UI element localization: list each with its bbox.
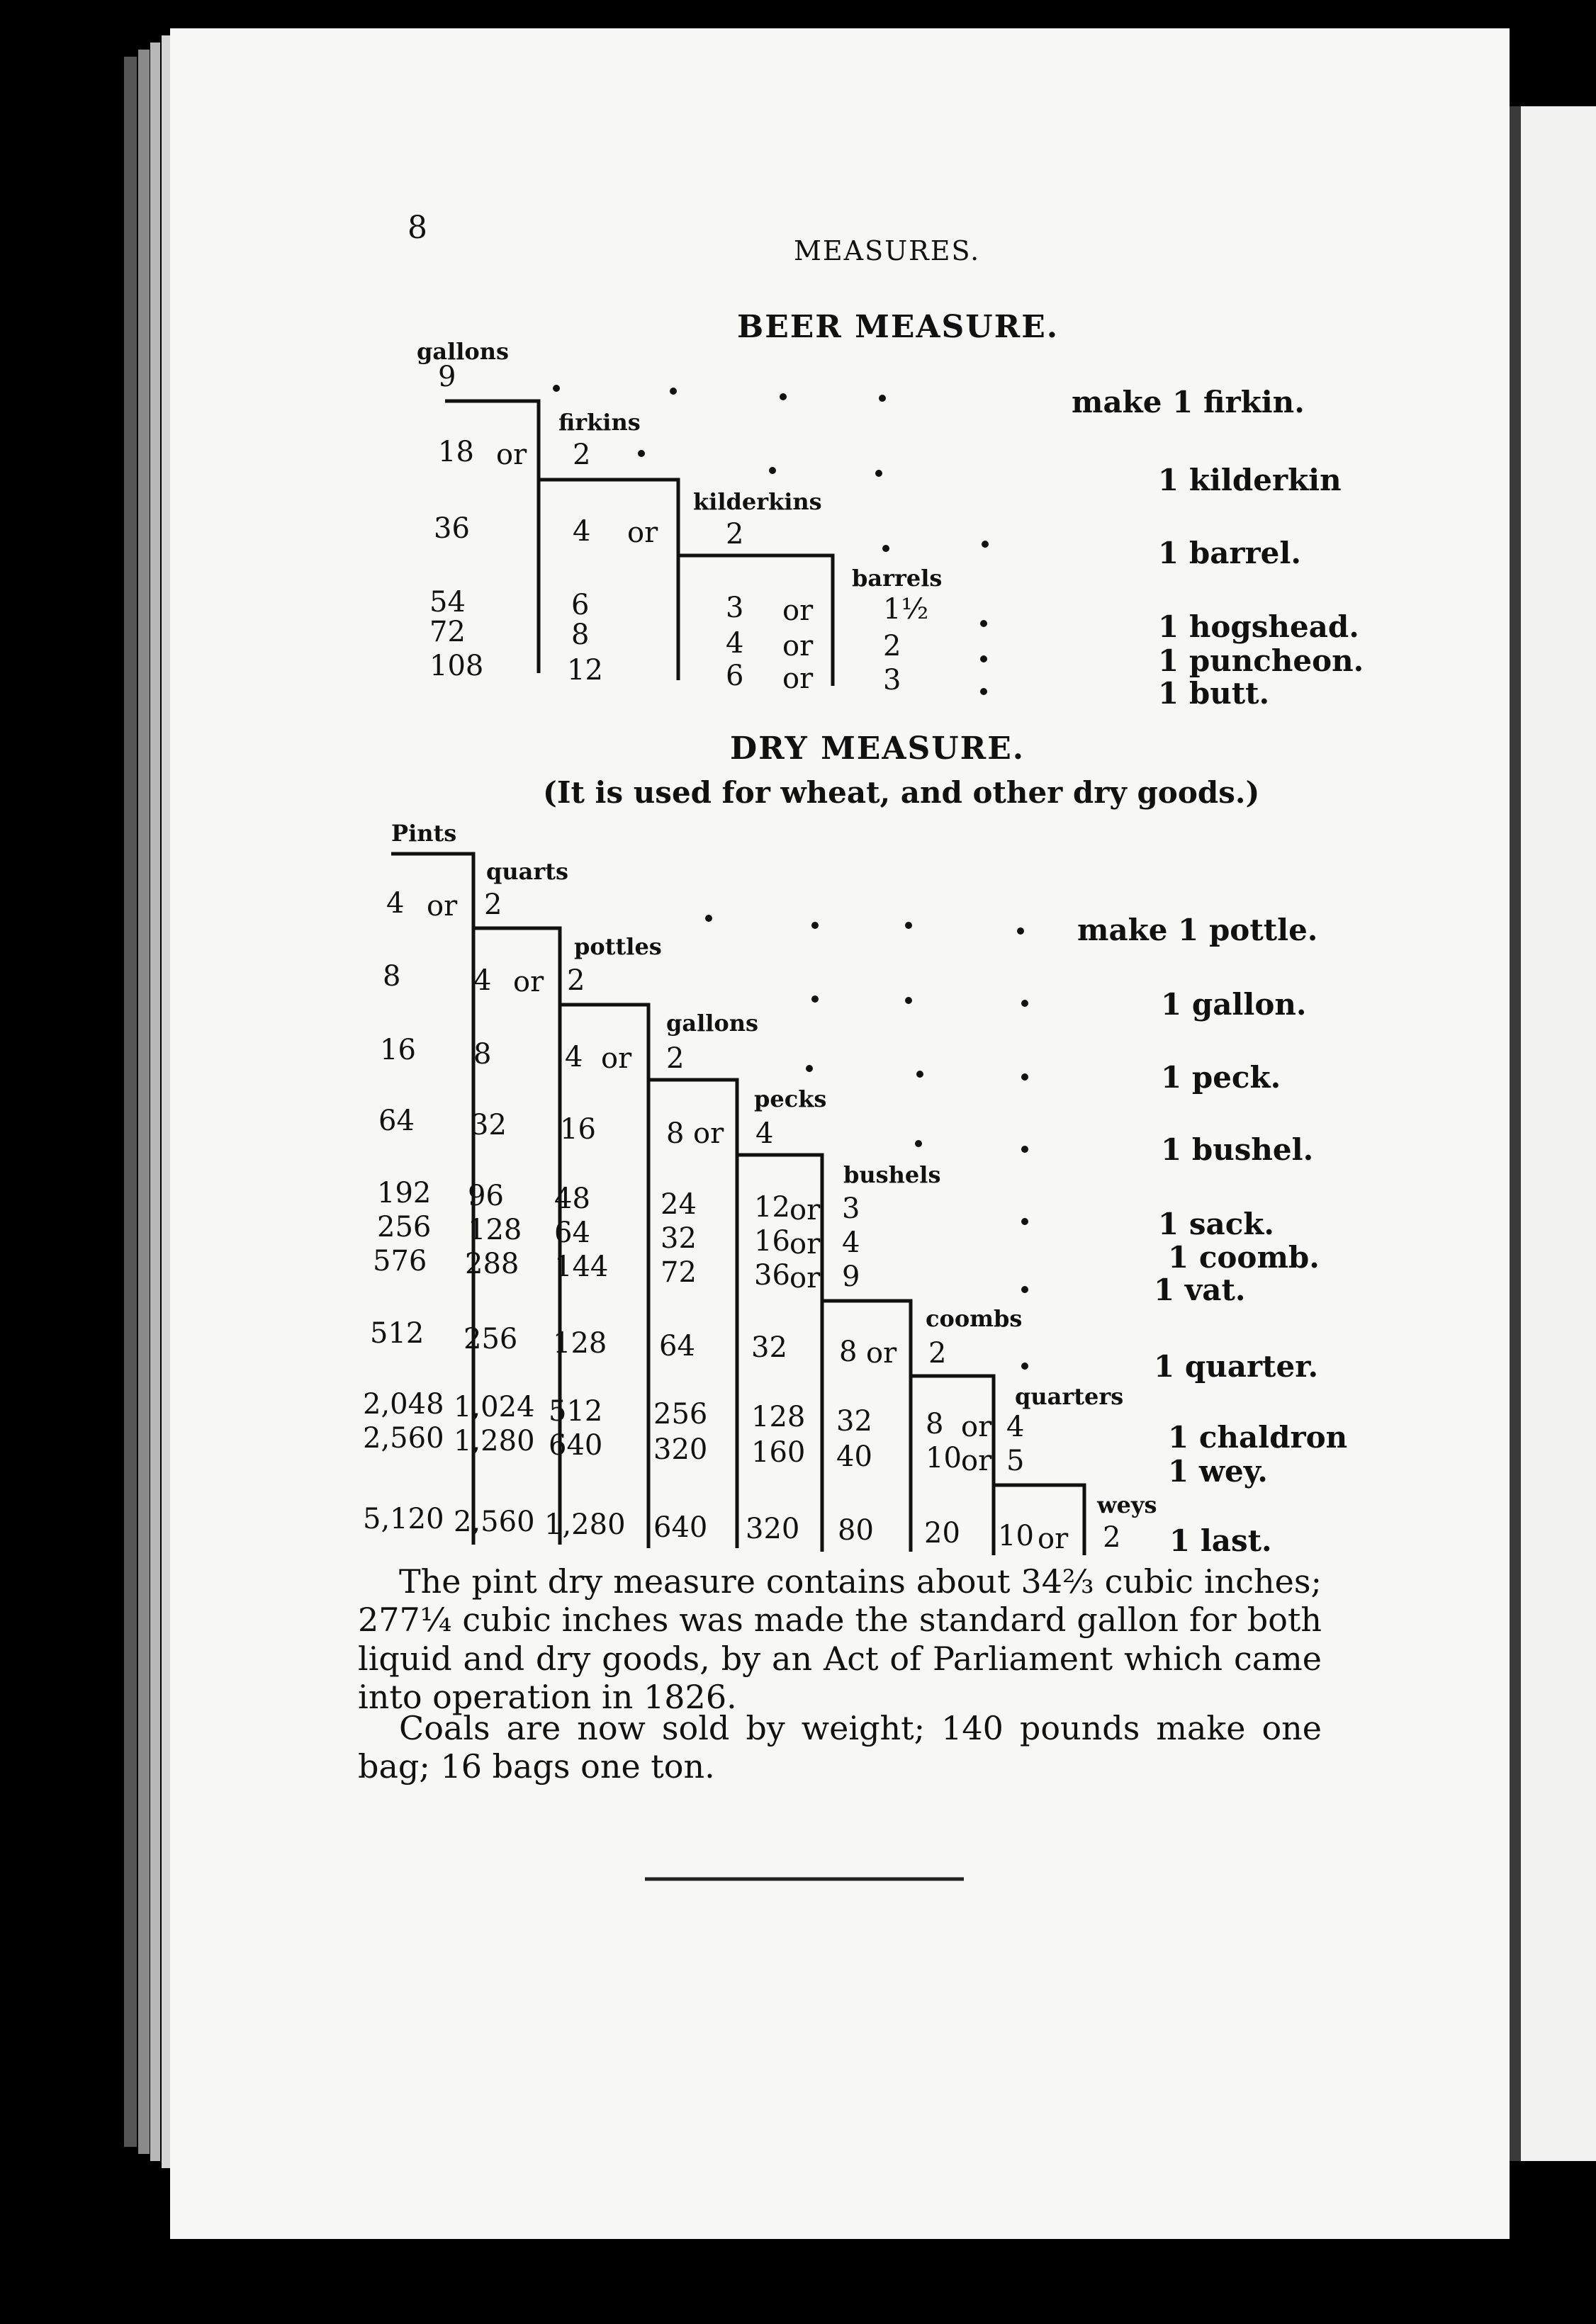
beer-measure-title: BEER MEASURE. — [737, 309, 1060, 345]
dry-cell: 32 — [661, 1222, 697, 1255]
beer-cell: 2 — [726, 518, 744, 551]
dry-result: 1 coomb. — [1168, 1240, 1320, 1275]
dry-result: make 1 pottle. — [1077, 913, 1318, 947]
beer-or: or — [782, 630, 814, 662]
dry-result: 1 gallon. — [1161, 987, 1307, 1022]
dry-or: or — [427, 890, 458, 923]
beer-result: 1 hogshead. — [1158, 609, 1359, 644]
dry-cell: 8 — [383, 960, 401, 993]
page-number: 8 — [408, 210, 429, 246]
dry-rule-pottles — [473, 928, 560, 1545]
beer-cell: 6 — [571, 589, 590, 621]
leader-dots — [553, 385, 1028, 1370]
beer-or: or — [782, 594, 814, 627]
running-head: MEASURES. — [794, 235, 981, 266]
dry-cell: 512 — [370, 1317, 425, 1350]
dry-rule-bushels — [737, 1155, 822, 1552]
dry-label-pottles: pottles — [574, 933, 662, 960]
note-paragraph-2: Coals are now sold by weight; 140 pounds make one bag; 16 bags one ton. — [358, 1709, 1322, 1786]
beer-cell: 72 — [429, 616, 466, 648]
dry-cell: 32 — [836, 1405, 872, 1438]
beer-cell: 54 — [429, 586, 466, 619]
dry-or: or — [789, 1194, 821, 1226]
dry-rule-quarters — [911, 1376, 994, 1555]
dry-cell: 10 — [926, 1442, 962, 1474]
beer-result: 1 puncheon. — [1158, 643, 1364, 678]
dry-label-pecks: pecks — [754, 1085, 827, 1112]
dry-cell: 36 — [754, 1259, 790, 1292]
dry-label-quarts: quarts — [486, 858, 569, 885]
dry-cell: 2,560 — [363, 1422, 444, 1455]
dry-rule-weys — [994, 1485, 1084, 1555]
dry-rule-coombs — [822, 1301, 911, 1552]
dry-cell: 64 — [659, 1330, 695, 1363]
dry-cell: 24 — [661, 1188, 697, 1221]
dry-cell: 5,120 — [363, 1503, 444, 1535]
beer-rule-barrels — [678, 555, 833, 686]
dry-or: or — [961, 1411, 992, 1443]
beer-cell: 2 — [883, 630, 901, 662]
dry-cell: 16 — [380, 1034, 416, 1066]
dry-cell: 32 — [751, 1331, 787, 1364]
dry-cell: 2,048 — [363, 1388, 444, 1421]
dry-cell: 2 — [567, 964, 585, 997]
dry-label-bushels: bushels — [843, 1161, 941, 1188]
dry-cell: 128 — [553, 1327, 607, 1360]
dry-cell: 1,280 — [454, 1425, 535, 1457]
dry-result: 1 chaldron — [1168, 1420, 1348, 1455]
dry-cell: 8 — [926, 1408, 944, 1440]
dry-result: 1 sack. — [1158, 1207, 1275, 1241]
dry-cell: 144 — [554, 1251, 609, 1283]
dry-cell: 320 — [653, 1433, 708, 1466]
dry-cell: 256 — [653, 1398, 708, 1431]
dry-cell: 16 — [754, 1225, 790, 1258]
dry-cell: 160 — [751, 1436, 806, 1469]
dry-measure-subtitle: (It is used for wheat, and other dry goods.) — [543, 775, 1260, 810]
dry-result: 1 vat. — [1154, 1273, 1246, 1307]
beer-label-gallons: gallons — [417, 338, 510, 365]
dry-or: or — [789, 1228, 821, 1260]
beer-result: 1 kilderkin — [1158, 463, 1342, 497]
dry-or: or — [1038, 1523, 1069, 1555]
dry-rule-gallons — [560, 1005, 648, 1548]
dry-cell: 16 — [560, 1113, 596, 1146]
dry-cell: 128 — [468, 1214, 522, 1246]
dry-cell: 4 — [755, 1117, 774, 1150]
beer-cell: 12 — [567, 654, 603, 687]
dry-result: 1 wey. — [1168, 1454, 1268, 1489]
dry-cell: 2 — [666, 1042, 685, 1075]
dry-cell: 640 — [653, 1511, 708, 1544]
dry-cell: 256 — [463, 1323, 518, 1355]
dry-or: or — [866, 1337, 897, 1370]
beer-cell: 4 — [573, 515, 591, 548]
beer-cell: 2 — [573, 439, 591, 471]
dry-cell: 320 — [746, 1513, 800, 1545]
dry-or: or — [601, 1042, 632, 1075]
beer-label-firkins: firkins — [558, 409, 641, 436]
dry-cell: 64 — [554, 1217, 590, 1249]
dry-cell: 3 — [842, 1192, 860, 1225]
dry-cell: 12 — [754, 1191, 790, 1224]
beer-or: or — [496, 439, 527, 471]
dry-cell: 4 — [473, 964, 492, 997]
dry-cell: 8 — [666, 1117, 685, 1150]
beer-cell: 3 — [726, 592, 744, 624]
beer-rule-firkins — [445, 401, 539, 673]
dry-cell: 1,280 — [544, 1508, 626, 1541]
dry-or: or — [961, 1445, 992, 1477]
beer-cell: 36 — [434, 512, 470, 545]
dry-cell: 2 — [1103, 1521, 1121, 1554]
note-paragraph-1: The pint dry measure contains about 34⅔ cubic inches; 277¼ cubic inches was made the standard gallon for both liquid and dry goods, by an Act of Parliament which came into operation in 1826. — [358, 1562, 1322, 1716]
dry-cell: 640 — [549, 1429, 603, 1462]
dry-cell: 5 — [1006, 1445, 1025, 1477]
dry-rule-pecks — [648, 1080, 737, 1548]
dry-or: or — [789, 1262, 821, 1294]
dry-cell: 4 — [1006, 1411, 1025, 1443]
dry-cell: 48 — [554, 1183, 590, 1215]
dry-result: 1 quarter. — [1154, 1349, 1319, 1384]
dry-result: 1 bushel. — [1161, 1132, 1314, 1167]
dry-cell: 288 — [465, 1248, 519, 1280]
dry-label-gallons: gallons — [666, 1010, 759, 1037]
beer-cell: 6 — [726, 660, 744, 692]
dry-cell: 256 — [377, 1211, 432, 1243]
dry-cell: 1,024 — [454, 1391, 535, 1423]
dry-cell: 20 — [924, 1517, 960, 1550]
dry-rule-quarts — [391, 854, 473, 1545]
dry-cell: 128 — [751, 1401, 806, 1433]
dry-cell: 8 — [839, 1336, 858, 1368]
dry-cell: 4 — [565, 1041, 583, 1073]
dry-cell: 192 — [377, 1177, 432, 1209]
dry-cell: 8 — [473, 1038, 492, 1071]
dry-cell: 10 — [998, 1520, 1034, 1552]
dry-cell: 80 — [838, 1514, 874, 1547]
dry-or: or — [693, 1117, 724, 1150]
beer-cell: 1½ — [883, 593, 929, 626]
dry-label-quarters: quarters — [1015, 1383, 1124, 1410]
dry-cell: 2 — [484, 889, 502, 921]
dry-cell: 64 — [378, 1105, 415, 1137]
beer-or: or — [782, 662, 814, 695]
beer-cell: 18 — [438, 436, 474, 468]
dry-cell: 32 — [471, 1109, 507, 1141]
dry-cell: 2 — [928, 1337, 947, 1370]
beer-cell: 3 — [883, 664, 901, 696]
beer-result: 1 barrel. — [1158, 536, 1301, 570]
dry-cell: 96 — [468, 1180, 504, 1212]
dry-label-coombs: coombs — [926, 1305, 1023, 1332]
dry-or: or — [513, 966, 544, 998]
dry-result: 1 peck. — [1161, 1060, 1281, 1095]
beer-result: 1 butt. — [1158, 676, 1270, 711]
beer-label-barrels: barrels — [852, 565, 943, 592]
beer-or: or — [627, 517, 658, 549]
dry-cell: 2,560 — [454, 1506, 535, 1538]
dry-cell: 9 — [842, 1260, 860, 1293]
beer-cell: 108 — [429, 650, 484, 682]
beer-cell: 4 — [726, 627, 744, 660]
dry-cell: 576 — [373, 1245, 427, 1277]
dry-result: 1 last. — [1169, 1523, 1272, 1558]
beer-result: make 1 firkin. — [1072, 385, 1305, 419]
beer-label-kilderkins: kilderkins — [693, 488, 822, 515]
dry-label-pints: Pints — [391, 820, 457, 847]
dry-cell: 512 — [549, 1395, 603, 1428]
beer-rule-kilderkins — [539, 480, 678, 680]
dry-cell: 72 — [661, 1256, 697, 1289]
dry-cell: 4 — [842, 1226, 860, 1259]
beer-cell: 9 — [438, 361, 456, 393]
dry-cell: 40 — [836, 1440, 872, 1473]
beer-cell: 8 — [571, 619, 590, 651]
dry-cell: 4 — [386, 887, 405, 920]
dry-measure-title: DRY MEASURE. — [730, 731, 1025, 767]
dry-label-weys: weys — [1097, 1491, 1157, 1518]
